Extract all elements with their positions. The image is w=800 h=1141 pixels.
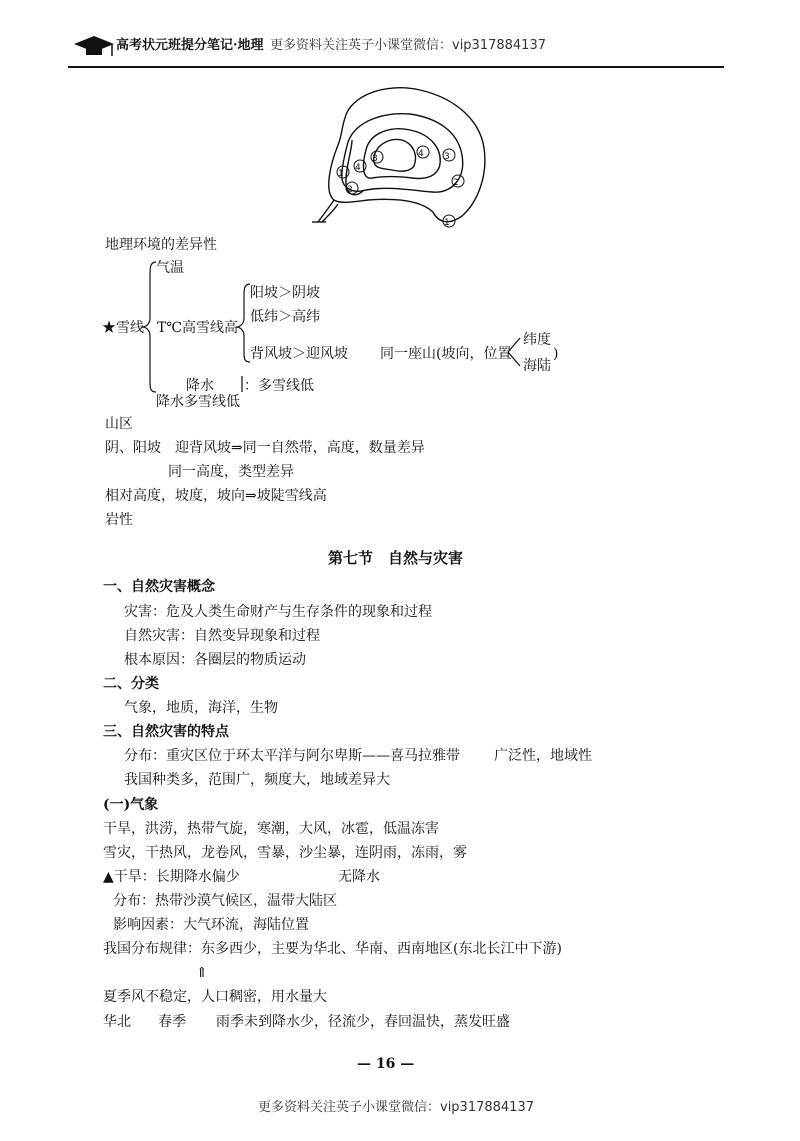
text-rainy-season: 雨季未到降水少，径流少，春回温快，蒸发旺盛 — [216, 1014, 510, 1030]
svg-text:1: 1 — [338, 169, 344, 179]
text-rock: 岩性 — [105, 512, 133, 528]
text-sea-land: 海陆 — [523, 358, 551, 374]
text-close-paren: ) — [553, 346, 559, 362]
heading-features: 三、自然灾害的特点 — [103, 724, 229, 740]
header-rule — [68, 66, 724, 68]
text-china-types: 我国种类多，范围广，频度大，地域差异大 — [124, 772, 390, 788]
text-precip-more: 降水多雪线低 — [156, 394, 240, 410]
text-weather-list1: 干旱，洪涝，热带气旋，寒潮，大风，冰雹，低温冻害 — [103, 821, 439, 837]
text-snow-line: ★雪线 — [102, 320, 144, 336]
double-up-arrow-icon: ⇑ — [196, 965, 208, 981]
text-north-china: 华北 — [103, 1014, 131, 1030]
svg-text:2: 2 — [453, 178, 459, 188]
text-latitude: 纬度 — [523, 332, 551, 348]
text-temperature: 气温 — [156, 260, 184, 276]
text-slope-sunny: 阳坡＞阴坡 — [250, 285, 320, 301]
svg-text:1: 1 — [444, 218, 450, 228]
text-leeward: 背风坡＞迎风坡 — [250, 346, 348, 362]
heading-meteorological: (一)气象 — [103, 797, 159, 813]
svg-text:2: 2 — [347, 185, 353, 195]
book-title: 高考状元班提分笔记·地理 — [116, 38, 264, 53]
text-temp-high: T℃高雪线高 — [157, 320, 238, 336]
text-weather-list2: 雪灾，干热风，龙卷风，雪暴，沙尘暴，连阴雨，冻雨，雾 — [103, 845, 467, 861]
text-monsoon: 夏季风不稳定，人口稠密，用水量大 — [103, 989, 327, 1005]
svg-text:3: 3 — [372, 154, 378, 164]
text-wide-regional: 广泛性，地域性 — [494, 748, 592, 764]
text-categories: 气象，地质，海洋，生物 — [124, 700, 278, 716]
section-title: 第七节 自然与灾害 — [328, 549, 464, 567]
heading-differences: 地理环境的差异性 — [105, 237, 217, 253]
text-no-precip: 无降水 — [338, 869, 380, 885]
heading-classification: 二、分类 — [103, 676, 159, 692]
text-china-pattern: 我国分布规律：东多西少，主要为华北、华南、西南地区(东北长江中下游) — [103, 941, 562, 957]
text-relative-height: 相对高度，坡度，坡向⇒坡陡雪线高 — [105, 488, 327, 504]
text-mountain-area: 山区 — [105, 416, 133, 432]
text-root-cause: 根本原因：各圈层的物质运动 — [124, 652, 306, 668]
svg-text:3: 3 — [444, 152, 450, 162]
heading-concept: 一、自然灾害概念 — [103, 579, 215, 595]
svg-text:4: 4 — [355, 163, 361, 173]
text-same-mountain: 同一座山(坡向，位置 — [380, 346, 512, 362]
graduation-cap-icon — [74, 36, 114, 56]
text-more-low: ：多雪线低 — [244, 378, 314, 394]
svg-text:4: 4 — [418, 149, 424, 159]
text-drought-distribution: 分布：热带沙漠气候区，温带大陆区 — [113, 893, 337, 909]
footer-watermark: 更多资料关注英子小课堂微信：vip317884137 — [258, 1100, 534, 1115]
text-natural-disaster: 自然灾害：自然变异现象和过程 — [124, 628, 320, 644]
text-precip: 降水 — [186, 378, 214, 394]
text-same-height: 同一高度，类型差异 — [168, 464, 294, 480]
text-spring: 春季 — [158, 1014, 186, 1030]
text-disaster-def: 灾害：危及人类生命财产与生存条件的现象和过程 — [124, 604, 432, 620]
contour-map-diagram — [312, 88, 485, 222]
header-watermark: 更多资料关注英子小课堂微信：vip317884137 — [270, 38, 546, 53]
page-number: — 16 — — [357, 1056, 415, 1072]
text-drought: ▲干旱：长期降水偏少 — [103, 869, 240, 885]
text-influence-factors: 影响因素：大气环流，海陆位置 — [113, 917, 309, 933]
text-distribution: 分布：重灾区位于环太平洋与阿尔卑斯——喜马拉雅带 — [124, 748, 460, 764]
text-slopes: 阴、阳坡 迎背风坡⇒同一自然带，高度，数量差异 — [105, 440, 425, 456]
text-latitude-low: 低纬＞高纬 — [250, 309, 320, 325]
